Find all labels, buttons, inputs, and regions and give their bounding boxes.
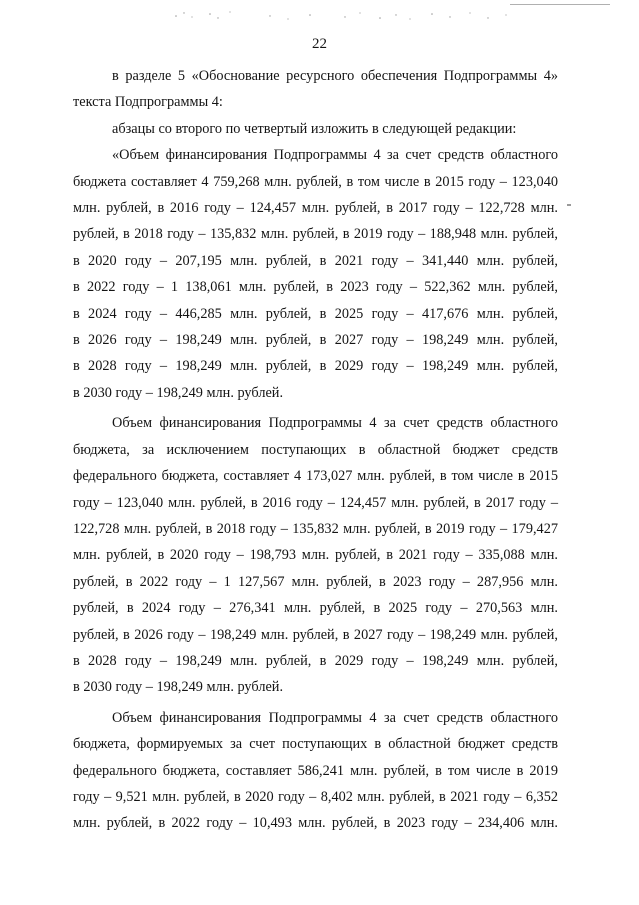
document-body (73, 63, 558, 837)
paragraph-line: рублей, в 2022 году – 1 127,567 млн. рублей, в 2023 году – 287,956 млн. (73, 573, 558, 590)
paragraph-line: рублей, в 2018 году – 135,832 млн. рублей, в 2019 году – 188,948 млн. рублей, (73, 226, 558, 243)
intro-line-1: в разделе 5 «Обоснование ресурсного обеспечения Подпрограммы 4» (112, 68, 558, 84)
paragraph-line: году – 9,521 млн. рублей, в 2020 году – 8,402 млн. рублей, в 2021 году – 6,352 (73, 788, 558, 805)
page-number: 22 (312, 36, 327, 52)
paragraph-line: бюджета, формируемых за счет поступающих в областной бюджет средств (73, 736, 558, 753)
scan-noise-artifact (170, 4, 610, 26)
paragraph-line: Объем финансирования Подпрограммы 4 за счет средств областного (112, 415, 558, 432)
paragraph-line: млн. рублей, в 2020 году – 198,793 млн. рублей, в 2021 году – 335,088 млн. (73, 547, 558, 564)
paragraph-line: бюджета, за исключением поступающих в областной бюджет средств (73, 441, 558, 458)
paragraph-2 (73, 410, 558, 700)
paragraph-3 (73, 705, 558, 837)
intro-line-2: текста Подпрограммы 4: (73, 94, 223, 111)
paragraph-line: в 2028 году – 198,249 млн. рублей, в 2029 году – 198,249 млн. рублей, (73, 358, 558, 375)
paragraph-line: Объем финансирования Подпрограммы 4 за счет средств областного (112, 709, 558, 726)
paragraph-line: «Объем финансирования Подпрограммы 4 за счет средств областного (112, 147, 558, 164)
paragraph-line: 122,728 млн. рублей, в 2018 году – 135,832 млн. рублей, в 2019 году – 179,427 (73, 520, 558, 537)
paragraph-line: в 2026 году – 198,249 млн. рублей, в 2027 году – 198,249 млн. рублей, (73, 332, 558, 349)
paragraph-line: году – 123,040 млн. рублей, в 2016 году – 124,457 млн. рублей, в 2017 году – (73, 494, 558, 511)
paragraph-1 (73, 142, 558, 406)
paragraph-line: рублей, в 2026 году – 198,249 млн. рублей, в 2027 году – 198,249 млн. рублей, (73, 626, 558, 643)
paragraph-line: млн. рублей, в 2016 году – 124,457 млн. рублей, в 2017 году – 122,728 млн. (73, 200, 558, 217)
paragraph-line: в 2020 году – 207,195 млн. рублей, в 2021 году – 341,440 млн. рублей, (73, 252, 558, 269)
paragraph-line: в 2024 году – 446,285 млн. рублей, в 2025 году – 417,676 млн. рублей, (73, 305, 558, 322)
paragraph-line: федерального бюджета, составляет 4 173,027 млн. рублей, в том числе в 2015 (73, 468, 558, 485)
intro-line-3: абзацы со второго по четвертый изложить в следующей редакции: (112, 120, 517, 137)
paragraph-line: в 2030 году – 198,249 млн. рублей. (73, 679, 284, 696)
intro-block (73, 63, 558, 142)
paragraph-line: федерального бюджета, составляет 586,241 млн. рублей, в том числе в 2019 (73, 762, 558, 779)
paragraph-line: в 2030 году – 198,249 млн. рублей. (73, 384, 284, 401)
paragraph-line: в 2022 году – 1 138,061 млн. рублей, в 2023 году – 522,362 млн. рублей, (73, 279, 558, 296)
paragraph-line: в 2028 году – 198,249 млн. рублей, в 2029 году – 198,249 млн. рублей, (73, 652, 558, 669)
paragraph-line: рублей, в 2024 году – 276,341 млн. рублей, в 2025 году – 270,563 млн. (73, 600, 558, 617)
paragraph-line: бюджета составляет 4 759,268 млн. рублей, в том числе в 2015 году – 123,040 (73, 173, 558, 190)
paragraph-line: млн. рублей, в 2022 году – 10,493 млн. рублей, в 2023 году – 234,406 млн. (73, 815, 558, 832)
scan-speck (567, 204, 571, 206)
